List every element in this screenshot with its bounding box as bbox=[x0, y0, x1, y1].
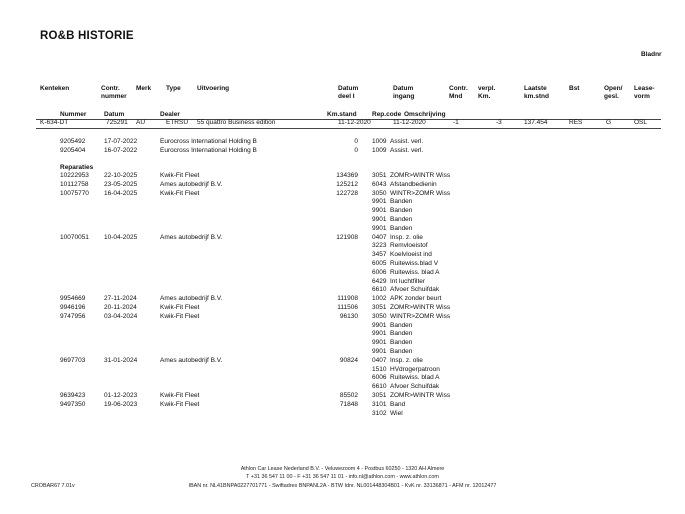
cell-nummer: 9639423 bbox=[60, 392, 86, 399]
cell-datum: 27-11-2024 bbox=[104, 295, 137, 303]
cell-rep-code: 3457 bbox=[372, 251, 387, 259]
cell-km-stand: 0 bbox=[354, 138, 358, 145]
column-header-kenteken: Kenteken bbox=[40, 85, 70, 92]
cell-omschrijving: Insp. z. olie bbox=[390, 356, 423, 364]
header-line: nummer bbox=[101, 93, 127, 100]
column-header-merk: Merk bbox=[136, 85, 152, 92]
header-line: Laatste bbox=[524, 85, 547, 92]
column-header-verpl-km bbox=[478, 85, 495, 101]
column-header-datum: Datum bbox=[104, 111, 125, 118]
cell-rep-code: 3051 bbox=[372, 392, 387, 399]
cell-nummer: 10075770 bbox=[60, 189, 89, 197]
cell-nummer: 9697703 bbox=[60, 356, 86, 364]
cell-datum: 10-04-2025 bbox=[104, 233, 138, 241]
cell-datum: 16-04-2025 bbox=[104, 189, 138, 197]
cell-omschrijving: WINTR>ZOMR Wiss bbox=[390, 312, 451, 320]
cell-omschrijving: Banden bbox=[390, 216, 413, 223]
cell-dealer: Eurocross International Holding B bbox=[160, 138, 257, 145]
cell-rep-code: 1510 bbox=[372, 365, 387, 373]
cell-omschrijving: Assist. verl. bbox=[390, 138, 424, 145]
footer-address: Athlon Car Lease Nederland B.V. - Veluwezoom 4 - Postbus 60250 - 1320 AH Almere bbox=[240, 466, 445, 472]
cell-km-stand: 0 bbox=[354, 146, 358, 154]
cell-rep-code: 0407 bbox=[372, 233, 387, 241]
cell-rep-code: 6610 bbox=[372, 286, 387, 294]
cell-omschrijving: Band bbox=[390, 400, 406, 408]
vehicle-merk: AU bbox=[136, 119, 146, 126]
cell-rep-code: 6043 bbox=[372, 180, 387, 188]
cell-rep-code: 1002 bbox=[372, 295, 387, 303]
cell-omschrijving: Insp. z. olie bbox=[390, 233, 423, 241]
cell-omschrijving: Remvloeistof bbox=[390, 242, 428, 250]
cell-nummer: 9954669 bbox=[60, 295, 86, 303]
column-header-km-stand: Km.stand bbox=[327, 111, 357, 118]
cell-datum: 03-04-2024 bbox=[104, 312, 138, 320]
cell-nummer: 10112758 bbox=[60, 180, 89, 188]
cell-nummer: 10222953 bbox=[60, 172, 89, 179]
cell-omschrijving: Afvoer Schuifdak bbox=[390, 383, 440, 391]
cell-rep-code: 9901 bbox=[372, 207, 387, 215]
header-line: Contr. bbox=[101, 85, 120, 92]
vehicle-kenteken: K-634-DT bbox=[40, 119, 69, 126]
column-header-uitvoering: Uitvoering bbox=[197, 85, 230, 92]
cell-datum: 23-05-2025 bbox=[104, 180, 138, 188]
cell-km-stand: 122728 bbox=[336, 189, 358, 197]
footer-registration: IBAN nr. NL41BNPA0227701771 - Swiftadres BNPANL2A - BTW Idnr. NL001448304B01 - KvK nr. 33136871 - AFM nr. 12012477 bbox=[188, 483, 497, 489]
cell-rep-code: 1009 bbox=[372, 138, 387, 145]
column-header-rep-code: Rep.code bbox=[372, 111, 402, 118]
vehicle-laatste-kmstnd: 137.454 bbox=[524, 119, 548, 126]
vehicle-bst: RES bbox=[569, 119, 583, 126]
cell-rep-code: 9901 bbox=[372, 216, 387, 223]
cell-omschrijving: HVdrogerpatroon bbox=[390, 365, 440, 373]
cell-nummer: 9497350 bbox=[60, 400, 86, 408]
cell-rep-code: 3223 bbox=[372, 242, 387, 250]
cell-rep-code: 6005 bbox=[372, 260, 387, 267]
cell-omschrijving: Ruitewiss. blad A bbox=[390, 374, 440, 382]
cell-dealer: Kwik-Fit Fleet bbox=[160, 400, 200, 408]
vehicle-datum-deel1: 11-12-2020 bbox=[338, 119, 371, 126]
column-header-lease-vorm bbox=[634, 85, 655, 101]
cell-omschrijving: Ruitewiss. blad A bbox=[390, 268, 440, 276]
cell-rep-code: 3051 bbox=[372, 172, 387, 179]
cell-omschrijving: Banden bbox=[390, 207, 413, 215]
vehicle-contr-mnd: -1 bbox=[453, 119, 459, 126]
cell-rep-code: 9901 bbox=[372, 321, 387, 329]
cell-datum: 01-12-2023 bbox=[104, 392, 138, 399]
cell-dealer: Kwik-Fit Fleet bbox=[160, 392, 200, 399]
cell-km-stand: 134369 bbox=[336, 172, 358, 179]
column-header-nummer: Nummer bbox=[60, 111, 87, 118]
cell-dealer: Kwik-Fit Fleet bbox=[160, 172, 200, 179]
cell-rep-code: 9901 bbox=[372, 330, 387, 338]
cell-omschrijving: Int luchtfilter bbox=[390, 277, 426, 285]
column-header-laatste-kmstnd bbox=[524, 85, 549, 101]
vehicle-verpl-km: -3 bbox=[496, 119, 502, 126]
cell-omschrijving: APK zonder beurt bbox=[390, 295, 442, 303]
header-line: Contr. bbox=[449, 85, 468, 92]
header-line: ingang bbox=[393, 93, 415, 100]
cell-nummer: 9205404 bbox=[60, 146, 86, 154]
report-title: RO&B HISTORIE bbox=[40, 30, 134, 42]
cell-omschrijving: Wiel bbox=[390, 409, 403, 417]
cell-rep-code: 3101 bbox=[372, 400, 387, 408]
cell-rep-code: 9901 bbox=[372, 339, 387, 347]
cell-omschrijving: Banden bbox=[390, 339, 413, 347]
cell-rep-code: 3050 bbox=[372, 189, 387, 197]
cell-nummer: 10070051 bbox=[60, 233, 89, 241]
column-header-contr-mnd bbox=[449, 85, 468, 101]
page-number-label: Bladnr bbox=[641, 51, 662, 58]
cell-rep-code: 9901 bbox=[372, 348, 387, 355]
cell-dealer: Kwik-Fit Fleet bbox=[160, 189, 200, 197]
cell-dealer: Ames autobedrijf B.V. bbox=[160, 233, 223, 241]
cell-datum: 31-01-2024 bbox=[104, 356, 138, 364]
vehicle-datum-ingang: 11-12-2020 bbox=[393, 119, 426, 126]
column-header-omschrijving: Omschrijving bbox=[404, 111, 446, 118]
cell-dealer: Eurocross International Holding B bbox=[160, 146, 257, 154]
cell-km-stand: 111908 bbox=[337, 295, 358, 303]
cell-rep-code: 6610 bbox=[372, 383, 387, 391]
vehicle-open-gesl: G bbox=[606, 119, 612, 126]
cell-omschrijving: ZOMR>WINTR Wiss bbox=[390, 304, 451, 311]
section-label-reparaties: Reparaties bbox=[60, 164, 94, 171]
column-header-dealer: Dealer bbox=[160, 111, 180, 118]
cell-datum: 19-06-2023 bbox=[104, 400, 138, 408]
cell-rep-code: 0407 bbox=[372, 356, 387, 364]
header-line: vorm bbox=[634, 93, 650, 100]
header-line: verpl. bbox=[478, 85, 496, 92]
header-line: Datum bbox=[393, 85, 414, 92]
cell-km-stand: 125212 bbox=[336, 180, 358, 188]
cell-omschrijving: Ruitewiss.blad V bbox=[390, 260, 439, 267]
cell-km-stand: 111506 bbox=[337, 304, 358, 311]
cell-dealer: Ames autobedrijf B.V. bbox=[160, 295, 223, 303]
cell-omschrijving: WINTR>ZOMR Wiss bbox=[390, 189, 451, 197]
cell-rep-code: 9901 bbox=[372, 198, 387, 206]
cell-rep-code: 3050 bbox=[372, 312, 387, 320]
vehicle-contr-nummer: 725291 bbox=[106, 119, 128, 126]
column-header-datum-ingang bbox=[393, 85, 414, 101]
cell-rep-code: 3102 bbox=[372, 409, 387, 417]
column-header-type: Type bbox=[166, 85, 181, 92]
cell-datum: 17-07-2022 bbox=[104, 138, 138, 145]
header-line: deel I bbox=[338, 93, 355, 100]
header-line: Datum bbox=[338, 85, 359, 92]
cell-omschrijving: Banden bbox=[390, 198, 413, 206]
cell-km-stand: 121908 bbox=[336, 233, 358, 241]
vehicle-lease-vorm: OSL bbox=[634, 119, 648, 126]
cell-km-stand: 85502 bbox=[339, 392, 358, 399]
cell-omschrijving: Banden bbox=[390, 224, 413, 232]
column-header-datum-deel1 bbox=[338, 85, 358, 101]
cell-nummer: 9946196 bbox=[60, 304, 86, 311]
cell-dealer: Kwik-Fit Fleet bbox=[160, 304, 200, 311]
cell-rep-code: 1009 bbox=[372, 146, 387, 154]
cell-omschrijving: Banden bbox=[390, 321, 413, 329]
header-line: Open/ bbox=[604, 85, 623, 92]
cell-omschrijving: Afstandbedienin bbox=[390, 180, 437, 188]
column-header-open-gesl bbox=[604, 85, 622, 101]
cell-rep-code: 3051 bbox=[372, 304, 387, 311]
cell-nummer: 9205492 bbox=[60, 138, 86, 145]
vehicle-uitvoering: 55 quattro Business edition bbox=[197, 119, 276, 126]
cell-km-stand: 90824 bbox=[339, 356, 358, 364]
cell-omschrijving: ZOMR>WINTR Wiss bbox=[390, 392, 451, 399]
header-line: Lease- bbox=[634, 85, 655, 92]
header-line: km.stnd bbox=[524, 93, 549, 100]
cell-omschrijving: Assist. verl. bbox=[390, 146, 424, 154]
cell-datum: 20-11-2024 bbox=[104, 304, 137, 311]
cell-rep-code: 6006 bbox=[372, 268, 387, 276]
cell-omschrijving: Afvoer Schuifdak bbox=[390, 286, 440, 294]
footer-form-code: CROBAR67 7.01v bbox=[31, 483, 75, 489]
cell-datum: 16-07-2022 bbox=[104, 146, 138, 154]
cell-omschrijving: Banden bbox=[390, 330, 413, 338]
cell-rep-code: 6006 bbox=[372, 374, 387, 382]
header-line: Km. bbox=[478, 93, 491, 100]
header-line: Mnd bbox=[449, 93, 463, 100]
vehicle-type: ETRSU bbox=[166, 119, 189, 126]
vehicle-divider bbox=[36, 128, 661, 129]
cell-omschrijving: ZOMR>WINTR Wiss bbox=[390, 172, 451, 179]
cell-datum: 22-10-2025 bbox=[104, 172, 138, 179]
header-line: gesl. bbox=[604, 93, 619, 100]
cell-dealer: Kwik-Fit Fleet bbox=[160, 312, 200, 320]
cell-rep-code: 6429 bbox=[372, 277, 387, 285]
cell-rep-code: 9901 bbox=[372, 224, 387, 232]
cell-omschrijving: Banden bbox=[390, 348, 413, 355]
column-header-contr-nummer bbox=[101, 85, 127, 101]
cell-dealer: Ames autobedrijf B.V. bbox=[160, 356, 223, 364]
cell-omschrijving: Koelvloeist ind bbox=[390, 251, 432, 259]
cell-dealer: Ames autobedrijf B.V. bbox=[160, 180, 223, 188]
column-header-bst: Bst bbox=[569, 85, 580, 92]
cell-km-stand: 71848 bbox=[339, 400, 358, 408]
footer-contact: T +31 36 547 11 00 - F +31 36 547 11 01 - info.nl@athlon.com - www.athlon.com bbox=[246, 474, 439, 480]
cell-km-stand: 96130 bbox=[339, 312, 358, 320]
cell-nummer: 9747956 bbox=[60, 312, 86, 320]
